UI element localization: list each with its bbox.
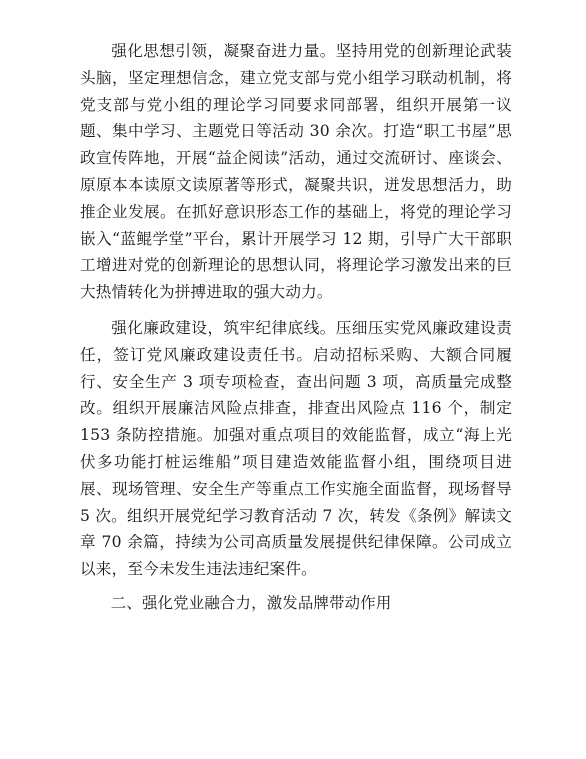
section-heading: 二、强化党业融合力，激发品牌带动作用 [110,593,392,612]
paragraph-integrity-building: 强化廉政建设，筑牢纪律底线。压细压实党风廉政建设责任，签订党风廉政建设责任书。启动招标采购、大额合同履行、安全生产 3 项专项检查，查出问题 3 项，高质量完成整改。组织开展廉洁风险点排查，排查出风险点 116 个，制定 153 条防控措施。加强对重点项目的效能监督，成立“海上光伏多功能打桩运维船”项目建造效能监督小组，围绕项目进展、现场管理、安全生产等重点工作实施全面监督，现场督导 5 次。组织开展党纪学习教育活动 7 次，转发《条例》解读文章 70 余篇，持续为公司高质量发展提供纪律保障。公司成立以来，至今未发生违法违纪案件。 [80,318,512,579]
document-page [80,38,512,617]
paragraph-ideological-guidance: 强化思想引领，凝聚奋进力量。坚持用党的创新理论武装头脑，坚定理想信念，建立党支部与党小组学习联动机制，将党支部与党小组的理论学习同要求同部署，组织开展第一议题、集中学习、主题党日等活动 30 余次。打造“职工书屋”思政宣传阵地，开展“益企阅读”活动，通过交流研讨、座谈会、原原本本读原文读原著等形式，凝聚共识，迸发思想活力，助推企业发展。在抓好意识形态工作的基础上，将党的理论学习嵌入“蓝鲲学堂”平台，累计开展学习 12 期，引导广大干部职工增进对党的创新理论的思想认同，将理论学习激发出来的巨大热情转化为拼搏进取的强大动力。 [80,42,512,302]
